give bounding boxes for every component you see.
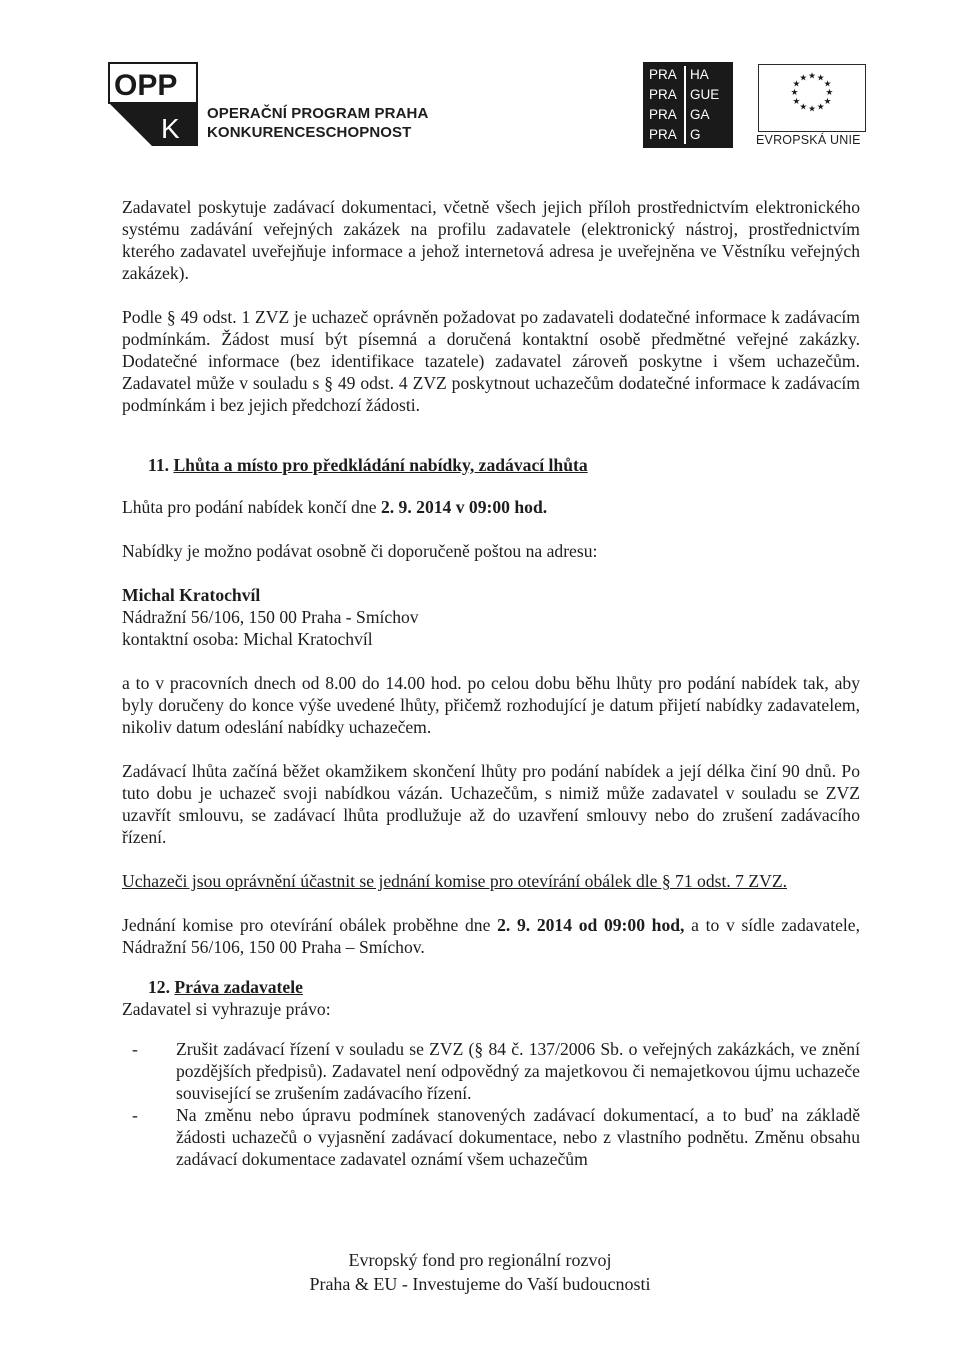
svg-text:★: ★: [816, 102, 825, 113]
opp-k-logo: [108, 62, 198, 146]
svg-text:★: ★: [799, 102, 808, 113]
svg-text:★: ★: [808, 71, 816, 82]
section-11-number: 11.: [148, 455, 170, 475]
praha-cell: G: [690, 127, 701, 142]
program-line-2: KONKURENCESCHOPNOST: [207, 124, 412, 141]
footer-line-2: Praha & EU - Investujeme do Vaší budoucnosti: [309, 1274, 651, 1294]
svg-text:★: ★: [792, 79, 801, 90]
list-item: [122, 1038, 860, 1104]
list-dash: -: [132, 1105, 138, 1125]
svg-text:OPP: OPP: [114, 69, 178, 102]
praha-cell: PRA: [649, 67, 677, 82]
deadline-value: 2. 9. 2014 v 09:00 hod.: [380, 497, 548, 517]
rights-intro: Zadavatel si vyhrazuje právo:: [122, 999, 331, 1019]
page-header: [0, 0, 960, 150]
footer-line-1: Evropský fond pro regionální rozvoj: [348, 1250, 612, 1270]
list-dash: -: [132, 1039, 138, 1059]
program-line-1: OPERAČNÍ PROGRAM PRAHA: [207, 105, 429, 122]
section-12-title: Práva zadavatele: [174, 977, 303, 997]
page-footer: [0, 1248, 960, 1296]
deadline-label: Lhůta pro podání nabídek končí dne: [122, 497, 381, 517]
svg-text:★: ★: [823, 79, 832, 90]
paragraph-additional-info: Podle § 49 odst. 1 ZVZ je uchazeč oprávněn požadovat po zadavateli dodatečné informace k zadávacím podmínkám. Žádost musí být písemná a doručená kontaktní osobě předmětné veřejné zakázky. Dodatečné informace (bez identifikace tazatele) zadavatel zároveň poskytne i všem uchazečům. Zadavatel může v souladu s § 49 odst. 4 ZVZ poskytnout uchazečům dodatečné informace k zadávacím podmínkám i bez jejich předchozí žádosti.: [122, 307, 860, 415]
svg-text:★: ★: [823, 96, 832, 107]
svg-text:★: ★: [799, 73, 808, 84]
section-12-heading: [122, 976, 860, 998]
program-name: [207, 104, 428, 142]
opening-notice: Uchazeči jsou oprávnění účastnit se jednání komise pro otevírání obálek dle § 71 odst. 7 ZVZ.: [122, 871, 787, 891]
document-body: [122, 196, 860, 1170]
praha-cell: GA: [690, 107, 710, 122]
list-item: [122, 1104, 860, 1170]
praha-cell: PRA: [649, 107, 677, 122]
list-item-text: Na změnu nebo úpravu podmínek stanovených zadávací dokumentací, a to buď na základě žádosti uchazečů o vyjasnění zadávací dokumentace, nebo z vlastního podnětu. Změnu obsahu zadávací dokumentace zadavatel oznámí všem uchazečům: [176, 1105, 860, 1169]
address-street: Nádražní 56/106, 150 00 Praha - Smíchov: [122, 607, 419, 627]
praha-logo: [643, 62, 733, 148]
opening-meeting: [122, 914, 860, 958]
paragraph-office-hours: a to v pracovních dnech od 8.00 do 14.00 hod. po celou dobu běhu lhůty pro podání nabídek tak, aby byly doručeny do konce výše uvedené lhůty, přičemž rozhodující je datum přijetí nabídky zadavatelem, nikoliv datum odeslání nabídky uchazečem.: [122, 673, 860, 737]
section-11-heading: [122, 454, 860, 476]
paragraph-documentation: Zadavatel poskytuje zadávací dokumentaci, včetně všech jejich příloh prostřednictvím elektronického systému zadávání veřejných zakázek na profilu zadavatele (elektronický nástroj, prostřednictvím kterého zadavatel uveřejňuje informace a jehož internetová adresa je uveřejněna ve Věstníku veřejných zakázek).: [122, 197, 860, 283]
section-11-title: Lhůta a místo pro předkládání nabídky, zadávací lhůta: [173, 455, 588, 475]
opening-suffix: a to v sídle zadavatele, Nádražní 56/106, 150 00 Praha – Smíchov.: [122, 915, 860, 957]
address-name: Michal Kratochvíl: [122, 585, 261, 605]
opening-prefix: Jednání komise pro otevírání obálek proběhne dne: [122, 915, 498, 935]
svg-text:K: K: [161, 113, 180, 144]
eu-flag-icon: [758, 64, 866, 132]
rights-list: [122, 1038, 860, 1170]
praha-cell: GUE: [690, 87, 720, 102]
address-contact: kontaktní osoba: Michal Kratochvíl: [122, 629, 373, 649]
paragraph-binding-period: Zadávací lhůta začíná běžet okamžikem skončení lhůty pro podání nabídek a její délka činí 90 dnů. Po tuto dobu je uchazeč svoji nabídkou vázán. Uchazečům, s nimiž může zadavatel v souladu se ZVZ uzavřít smlouvu, se zadávací lhůta prodlužuje až do uzavření smlouvy nebo do zrušení zadávacího řízení.: [122, 761, 860, 847]
praha-cell: PRA: [649, 127, 677, 142]
submission-intro: Nabídky je možno podávat osobně či doporučeně poštou na adresu:: [122, 541, 598, 561]
svg-text:★: ★: [825, 88, 834, 99]
eu-label: EVROPSKÁ UNIE: [756, 133, 861, 147]
list-item-text: Zrušit zadávací řízení v souladu se ZVZ (§ 84 č. 137/2006 Sb. o veřejných zakázkách, ve znění pozdějších předpisů). Zadavatel není odpovědný za majetkovou či nemajetkovou újmu uchazeče související se zrušením zadávacího řízení.: [176, 1039, 860, 1103]
praha-cell: PRA: [649, 87, 677, 102]
svg-text:★: ★: [790, 88, 799, 99]
svg-text:★: ★: [816, 73, 825, 84]
svg-text:★: ★: [792, 96, 801, 107]
section-12-number: 12.: [148, 977, 170, 997]
praha-cell: HA: [690, 67, 709, 82]
praha-logo-divider: [684, 66, 686, 144]
deadline-line: [122, 496, 860, 518]
svg-text:★: ★: [808, 104, 816, 115]
opening-when: 2. 9. 2014 od 09:00 hod,: [497, 915, 685, 935]
